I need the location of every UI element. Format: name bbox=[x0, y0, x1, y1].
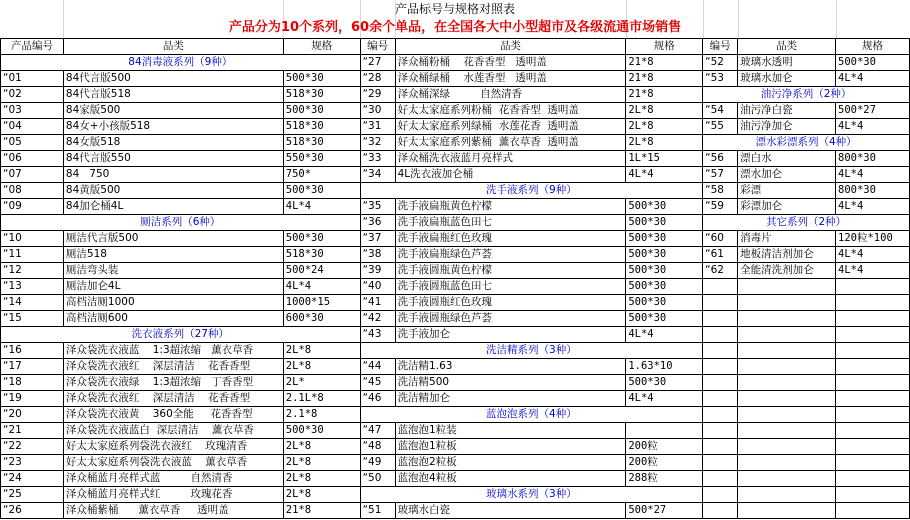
product-code-cell: “06 bbox=[1, 151, 64, 167]
product-spec-cell: 500*30 bbox=[626, 215, 703, 231]
header-code: 编号 bbox=[703, 39, 738, 55]
section-header: 厕洁系列（6种） bbox=[1, 215, 361, 231]
table-row bbox=[1, 343, 910, 359]
table-row bbox=[1, 199, 910, 215]
product-name-cell: 全能清洗剂加仑 bbox=[738, 263, 836, 279]
product-spec-cell: 500*24 bbox=[283, 263, 360, 279]
empty-cell bbox=[703, 375, 738, 391]
empty-cell bbox=[703, 503, 738, 519]
empty-cell bbox=[836, 343, 910, 359]
product-spec-cell: 120粒*100 bbox=[836, 231, 910, 247]
product-name-cell: 泽众桶蓝月亮样式蓝 自然清香 bbox=[63, 471, 283, 487]
product-code-cell: “02 bbox=[1, 87, 64, 103]
header-spec: 规格 bbox=[283, 39, 360, 55]
product-name-cell: 厕洁518 bbox=[63, 247, 283, 263]
product-name-cell: 84家版500 bbox=[63, 103, 283, 119]
sheet-title: 产品标号与规格对照表 bbox=[394, 2, 515, 16]
product-code-cell: “61 bbox=[703, 247, 738, 263]
empty-cell bbox=[703, 311, 738, 327]
product-code-cell: “26 bbox=[1, 503, 64, 519]
empty-cell bbox=[738, 423, 836, 439]
table-row bbox=[1, 503, 910, 519]
product-spec-cell: 200粒 bbox=[626, 439, 703, 455]
product-spec-cell: 2L* bbox=[283, 375, 360, 391]
table-row bbox=[1, 167, 910, 183]
empty-cell bbox=[836, 391, 910, 407]
product-code-cell: “31 bbox=[360, 119, 395, 135]
product-code-cell: “13 bbox=[1, 279, 64, 295]
empty-cell bbox=[836, 455, 910, 471]
product-spec-cell: 600*30 bbox=[283, 311, 360, 327]
section-header: 其它系列（2种） bbox=[703, 215, 910, 231]
table-row bbox=[1, 71, 910, 87]
table-row bbox=[1, 407, 910, 423]
product-spec-cell: 4L*4 bbox=[836, 247, 910, 263]
product-code-cell: “60 bbox=[703, 231, 738, 247]
product-code-cell: “57 bbox=[703, 167, 738, 183]
product-spec-cell: 500*30 bbox=[626, 247, 703, 263]
product-code-cell: “37 bbox=[360, 231, 395, 247]
product-code-cell: “20 bbox=[1, 407, 64, 423]
product-name-cell: 泽众桶洗衣液蓝月亮样式 bbox=[395, 151, 626, 167]
empty-cell bbox=[738, 359, 836, 375]
product-spec-cell: 2L*8 bbox=[283, 359, 360, 375]
product-spec-cell: 21*8 bbox=[626, 55, 703, 71]
product-spec-cell: 2.1L*8 bbox=[283, 391, 360, 407]
product-code-cell: “07 bbox=[1, 167, 64, 183]
section-header: 洗衣液系列（27种） bbox=[1, 327, 361, 343]
product-name-cell: 洗手液扁瓶绿色芦荟 bbox=[395, 247, 626, 263]
product-name-cell: 高档洁厕600 bbox=[63, 311, 283, 327]
product-spec-cell: 4L*4 bbox=[836, 167, 910, 183]
product-code-cell: “62 bbox=[703, 263, 738, 279]
product-spec-cell: 800*30 bbox=[836, 151, 910, 167]
table-row bbox=[1, 103, 910, 119]
product-name-cell: 84代言版550 bbox=[63, 151, 283, 167]
product-code-cell: “15 bbox=[1, 311, 64, 327]
product-code-cell: “38 bbox=[360, 247, 395, 263]
product-code-cell: “55 bbox=[703, 119, 738, 135]
empty-cell bbox=[836, 359, 910, 375]
product-name-cell: 84加仑桶4L bbox=[63, 199, 283, 215]
product-code-cell: “40 bbox=[360, 279, 395, 295]
product-code-cell: “56 bbox=[703, 151, 738, 167]
table-row bbox=[1, 375, 910, 391]
product-code-cell: “35 bbox=[360, 199, 395, 215]
product-spec-cell: 2L*8 bbox=[626, 103, 703, 119]
empty-cell bbox=[703, 343, 738, 359]
empty-cell bbox=[836, 439, 910, 455]
product-code-cell: “47 bbox=[360, 423, 395, 439]
empty-cell bbox=[836, 471, 910, 487]
empty-cell bbox=[738, 375, 836, 391]
table-row bbox=[1, 471, 910, 487]
product-spec-cell: 200粒 bbox=[626, 455, 703, 471]
empty-cell bbox=[703, 407, 738, 423]
empty-cell bbox=[738, 295, 836, 311]
header-spec: 规格 bbox=[836, 39, 910, 55]
product-code-cell: “44 bbox=[360, 359, 395, 375]
product-spec-cell: 288粒 bbox=[626, 471, 703, 487]
empty-cell bbox=[703, 391, 738, 407]
product-name-cell: 好太太家庭系列粉桶 花香香型 透明盖 bbox=[395, 103, 626, 119]
empty-cell bbox=[836, 407, 910, 423]
product-spec-cell: 518*30 bbox=[283, 135, 360, 151]
product-spec-cell: 4L*4 bbox=[626, 167, 703, 183]
product-name-cell: 蓝泡泡4粒板 bbox=[395, 471, 626, 487]
product-code-cell: “50 bbox=[360, 471, 395, 487]
product-spec-cell: 500*30 bbox=[283, 423, 360, 439]
header-category: 品类 bbox=[63, 39, 283, 55]
table-row bbox=[1, 295, 910, 311]
product-spec-cell: 2L*8 bbox=[283, 439, 360, 455]
product-spec-cell: 1L*15 bbox=[626, 151, 703, 167]
product-spec-cell: 800*30 bbox=[836, 183, 910, 199]
product-name-cell: 洗手液扁瓶黄色柠檬 bbox=[395, 199, 626, 215]
product-name-cell: 84女版518 bbox=[63, 135, 283, 151]
table-row bbox=[1, 87, 910, 103]
product-code-cell: “45 bbox=[360, 375, 395, 391]
product-spec-cell: 2L*8 bbox=[283, 455, 360, 471]
product-spec-cell: 518*30 bbox=[283, 87, 360, 103]
product-code-cell: “48 bbox=[360, 439, 395, 455]
product-code-cell: “03 bbox=[1, 103, 64, 119]
product-name-cell: 泽众桶深绿 自然清香 bbox=[395, 87, 626, 103]
product-name-cell: 84黄版500 bbox=[63, 183, 283, 199]
table-row bbox=[1, 215, 910, 231]
product-name-cell: 泽众袋洗衣液红 深层清洁 花香香型 bbox=[63, 359, 283, 375]
product-code-cell: “21 bbox=[1, 423, 64, 439]
product-name-cell: 地板清洁剂加仑 bbox=[738, 247, 836, 263]
product-spec-cell: 2L*8 bbox=[626, 135, 703, 151]
product-name-cell: 泽众袋洗衣液红 深层清洁 花香香型 bbox=[63, 391, 283, 407]
product-name-cell: 84代言版500 bbox=[63, 71, 283, 87]
header-code: 产品编号 bbox=[1, 39, 64, 55]
product-spec-cell: 4L*4 bbox=[626, 327, 703, 343]
header-row bbox=[1, 39, 910, 55]
product-name-cell: 蓝泡泡2粒板 bbox=[395, 455, 626, 471]
empty-cell bbox=[703, 487, 738, 503]
product-name-cell: 洗手液圆瓶蓝色田七 bbox=[395, 279, 626, 295]
product-spec-cell: 500*30 bbox=[283, 71, 360, 87]
product-name-cell: 好太太家庭系列绿桶 水莲花香 透明盖 bbox=[395, 119, 626, 135]
product-spec-cell: 500*30 bbox=[626, 279, 703, 295]
empty-cell bbox=[836, 327, 910, 343]
product-name-cell: 好太太家庭系列袋洗衣液红 玫瑰清香 bbox=[63, 439, 283, 455]
product-spec-cell: 500*30 bbox=[626, 199, 703, 215]
product-name-cell: 洗洁精500 bbox=[395, 375, 626, 391]
product-name-cell: 洗手液扁瓶红色玫瑰 bbox=[395, 231, 626, 247]
product-spec-cell: 500*30 bbox=[836, 55, 910, 71]
table-body bbox=[1, 39, 910, 519]
empty-cell bbox=[738, 455, 836, 471]
product-name-cell: 84代言版518 bbox=[63, 87, 283, 103]
section-header: 洗洁精系列（3种） bbox=[360, 343, 703, 359]
product-name-cell: 泽众袋洗衣液黄 360全能 花香香型 bbox=[63, 407, 283, 423]
product-code-cell: “22 bbox=[1, 439, 64, 455]
product-name-cell: 泽众袋洗衣液绿 1:3超浓缩 丁香香型 bbox=[63, 375, 283, 391]
table-row bbox=[1, 391, 910, 407]
empty-cell bbox=[738, 487, 836, 503]
product-name-cell: 洗洁精加仑 bbox=[395, 391, 626, 407]
empty-cell bbox=[738, 311, 836, 327]
product-name-cell: 泽众桶蓝月亮样式红 玫瑰花香 bbox=[63, 487, 283, 503]
product-code-cell: “52 bbox=[703, 55, 738, 71]
product-name-cell: 洗手液扁瓶蓝色田七 bbox=[395, 215, 626, 231]
section-header: 油污净系列（2种） bbox=[703, 87, 910, 103]
product-code-cell: “11 bbox=[1, 247, 64, 263]
section-header: 玻璃水系列（3种） bbox=[360, 487, 703, 503]
product-spec-cell: 500*30 bbox=[626, 295, 703, 311]
product-name-cell: 蓝泡泡1粒装 bbox=[395, 423, 626, 439]
product-spec-cell: 518*30 bbox=[283, 119, 360, 135]
product-name-cell: 漂白水 bbox=[738, 151, 836, 167]
product-code-cell: “49 bbox=[360, 455, 395, 471]
table-row bbox=[1, 231, 910, 247]
table-row bbox=[1, 263, 910, 279]
product-name-cell: 泽众袋洗衣液蓝 1:3超浓缩 薰衣草香 bbox=[63, 343, 283, 359]
empty-cell bbox=[738, 391, 836, 407]
product-code-cell: “04 bbox=[1, 119, 64, 135]
product-name-cell: 泽众袋洗衣液蓝白 深层清洁 薰衣草香 bbox=[63, 423, 283, 439]
empty-cell bbox=[738, 343, 836, 359]
product-spec-cell: 21*8 bbox=[626, 87, 703, 103]
product-code-cell: “12 bbox=[1, 263, 64, 279]
product-code-cell: “34 bbox=[360, 167, 395, 183]
table-row bbox=[1, 311, 910, 327]
empty-cell bbox=[738, 471, 836, 487]
table-row bbox=[1, 359, 910, 375]
product-spec-cell: 4L*4 bbox=[836, 71, 910, 87]
product-code-cell: “27 bbox=[360, 55, 395, 71]
product-name-cell: 洗手液圆瓶绿色芦荟 bbox=[395, 311, 626, 327]
product-code-cell: “36 bbox=[360, 215, 395, 231]
empty-cell bbox=[738, 327, 836, 343]
table-row bbox=[1, 327, 910, 343]
product-name-cell: 玻璃水加仑 bbox=[738, 71, 836, 87]
table-row bbox=[1, 487, 910, 503]
empty-cell bbox=[703, 471, 738, 487]
table-row bbox=[1, 423, 910, 439]
table-row bbox=[1, 151, 910, 167]
product-name-cell: 好太太家庭系列袋洗衣液蓝 薰衣草香 bbox=[63, 455, 283, 471]
product-code-cell: “42 bbox=[360, 311, 395, 327]
product-code-cell: “46 bbox=[360, 391, 395, 407]
product-code-cell: “24 bbox=[1, 471, 64, 487]
product-name-cell: 玻璃水白瓷 bbox=[395, 503, 626, 519]
product-name-cell: 泽众桶绿桶 水莲香型 透明盖 bbox=[395, 71, 626, 87]
header-category: 品类 bbox=[738, 39, 836, 55]
product-code-cell: “53 bbox=[703, 71, 738, 87]
product-spec-cell: 21*8 bbox=[283, 503, 360, 519]
product-code-cell: “41 bbox=[360, 295, 395, 311]
product-spec-cell: 2L*8 bbox=[283, 487, 360, 503]
product-spec-cell: 4L*4 bbox=[283, 279, 360, 295]
empty-cell bbox=[836, 375, 910, 391]
product-name-cell: 泽众桶紫桶 薰衣草香 透明盖 bbox=[63, 503, 283, 519]
product-spec-cell: 2L*8 bbox=[283, 343, 360, 359]
product-name-cell: 彩漂加仑 bbox=[738, 199, 836, 215]
product-spec-cell: 500*30 bbox=[283, 231, 360, 247]
empty-cell bbox=[836, 423, 910, 439]
product-code-cell: “28 bbox=[360, 71, 395, 87]
product-name-cell: 4L洗衣液加仑桶 bbox=[395, 167, 626, 183]
empty-cell bbox=[836, 295, 910, 311]
table-row bbox=[1, 55, 910, 71]
product-spec-cell: 2L*8 bbox=[283, 471, 360, 487]
empty-cell bbox=[836, 311, 910, 327]
product-code-cell: “14 bbox=[1, 295, 64, 311]
header-code: 编号 bbox=[360, 39, 395, 55]
product-spec-cell: 500*30 bbox=[283, 183, 360, 199]
empty-cell bbox=[836, 503, 910, 519]
product-name-cell: 油污净加仑 bbox=[738, 119, 836, 135]
product-code-cell: “32 bbox=[360, 135, 395, 151]
section-header: 洗手液系列（9种） bbox=[360, 183, 703, 199]
empty-cell bbox=[738, 407, 836, 423]
product-name-cell: 好太太家庭系列紫桶 薰衣草香 透明盖 bbox=[395, 135, 626, 151]
product-spec-cell: 1.63*10 bbox=[626, 359, 703, 375]
table-row bbox=[1, 279, 910, 295]
product-name-cell: 油污净白瓷 bbox=[738, 103, 836, 119]
product-name-cell: 84 750 bbox=[63, 167, 283, 183]
product-code-cell: “10 bbox=[1, 231, 64, 247]
product-spec-cell: 500*30 bbox=[626, 375, 703, 391]
empty-cell bbox=[703, 455, 738, 471]
product-code-cell: “18 bbox=[1, 375, 64, 391]
product-name-cell: 厕洁弯头装 bbox=[63, 263, 283, 279]
product-code-cell: “25 bbox=[1, 487, 64, 503]
empty-cell bbox=[703, 279, 738, 295]
product-spec-cell bbox=[626, 423, 703, 439]
product-code-cell: “05 bbox=[1, 135, 64, 151]
product-spec-cell: 4L*4 bbox=[836, 263, 910, 279]
product-code-cell: “09 bbox=[1, 199, 64, 215]
product-spec-cell: 4L*4 bbox=[836, 199, 910, 215]
header-category: 品类 bbox=[395, 39, 626, 55]
product-name-cell: 84女+小孩版518 bbox=[63, 119, 283, 135]
product-spec-cell: 500*30 bbox=[283, 103, 360, 119]
section-header: 蓝泡泡系列（4种） bbox=[360, 407, 703, 423]
product-table bbox=[0, 38, 910, 519]
product-code-cell: “08 bbox=[1, 183, 64, 199]
product-spec-cell: 1000*15 bbox=[283, 295, 360, 311]
table-row bbox=[1, 247, 910, 263]
table-row bbox=[1, 119, 910, 135]
product-name-cell: 洗手液圆瓶红色玫瑰 bbox=[395, 295, 626, 311]
product-code-cell: “43 bbox=[360, 327, 395, 343]
empty-cell bbox=[738, 279, 836, 295]
product-spec-cell: 750* bbox=[283, 167, 360, 183]
product-code-cell: “33 bbox=[360, 151, 395, 167]
empty-cell bbox=[836, 279, 910, 295]
section-header: 84消毒液系列（9种） bbox=[1, 55, 361, 71]
product-name-cell: 洗手液圆瓶黄色柠檬 bbox=[395, 263, 626, 279]
product-spec-cell: 2L*8 bbox=[626, 119, 703, 135]
product-code-cell: “29 bbox=[360, 87, 395, 103]
product-spec-cell: 518*30 bbox=[283, 247, 360, 263]
product-spec-cell: 2.1*8 bbox=[283, 407, 360, 423]
product-spec-cell: 21*8 bbox=[626, 71, 703, 87]
product-spec-cell: 500*27 bbox=[836, 103, 910, 119]
empty-cell bbox=[703, 295, 738, 311]
empty-cell bbox=[703, 359, 738, 375]
product-name-cell: 玻璃水透明 bbox=[738, 55, 836, 71]
product-spec-cell: 500*30 bbox=[626, 263, 703, 279]
product-name-cell: 厕洁代言版500 bbox=[63, 231, 283, 247]
table-row bbox=[1, 135, 910, 151]
product-code-cell: “39 bbox=[360, 263, 395, 279]
product-spec-cell: 4L*4 bbox=[836, 119, 910, 135]
product-spec-cell: 500*27 bbox=[626, 503, 703, 519]
product-code-cell: “51 bbox=[360, 503, 395, 519]
product-code-cell: “16 bbox=[1, 343, 64, 359]
product-name-cell: 漂水加仑 bbox=[738, 167, 836, 183]
product-name-cell: 消毒片 bbox=[738, 231, 836, 247]
table-row bbox=[1, 183, 910, 199]
table-row bbox=[1, 439, 910, 455]
product-code-cell: “59 bbox=[703, 199, 738, 215]
product-spec-cell: 500*30 bbox=[626, 231, 703, 247]
empty-cell bbox=[738, 439, 836, 455]
product-name-cell: 洗洁精1.63 bbox=[395, 359, 626, 375]
product-code-cell: “17 bbox=[1, 359, 64, 375]
empty-cell bbox=[703, 327, 738, 343]
product-name-cell: 厕洁加仑4L bbox=[63, 279, 283, 295]
product-spec-cell: 500*30 bbox=[626, 311, 703, 327]
empty-cell bbox=[738, 503, 836, 519]
empty-cell bbox=[836, 487, 910, 503]
product-name-cell: 洗手液加仑 bbox=[395, 327, 626, 343]
product-name-cell: 蓝泡泡1粒板 bbox=[395, 439, 626, 455]
empty-cell bbox=[703, 423, 738, 439]
product-spec-cell: 4L*4 bbox=[283, 199, 360, 215]
product-spec-cell: 550*30 bbox=[283, 151, 360, 167]
product-code-cell: “54 bbox=[703, 103, 738, 119]
product-code-cell: “58 bbox=[703, 183, 738, 199]
product-name-cell: 高档洁厕1000 bbox=[63, 295, 283, 311]
product-spec-cell: 4L*4 bbox=[626, 391, 703, 407]
empty-cell bbox=[703, 439, 738, 455]
product-code-cell: “19 bbox=[1, 391, 64, 407]
section-header: 漂水彩漂系列（4种） bbox=[703, 135, 910, 151]
product-name-cell: 彩漂 bbox=[738, 183, 836, 199]
sheet-subtitle: 产品分为10个系列，60余个单品，在全国各大中小型超市及各级流通市场销售 bbox=[228, 20, 682, 35]
table-row bbox=[1, 455, 910, 471]
product-code-cell: “23 bbox=[1, 455, 64, 471]
header-spec: 规格 bbox=[626, 39, 703, 55]
product-code-cell: “01 bbox=[1, 71, 64, 87]
product-code-cell: “30 bbox=[360, 103, 395, 119]
product-name-cell: 泽众桶粉桶 花香香型 透明盖 bbox=[395, 55, 626, 71]
